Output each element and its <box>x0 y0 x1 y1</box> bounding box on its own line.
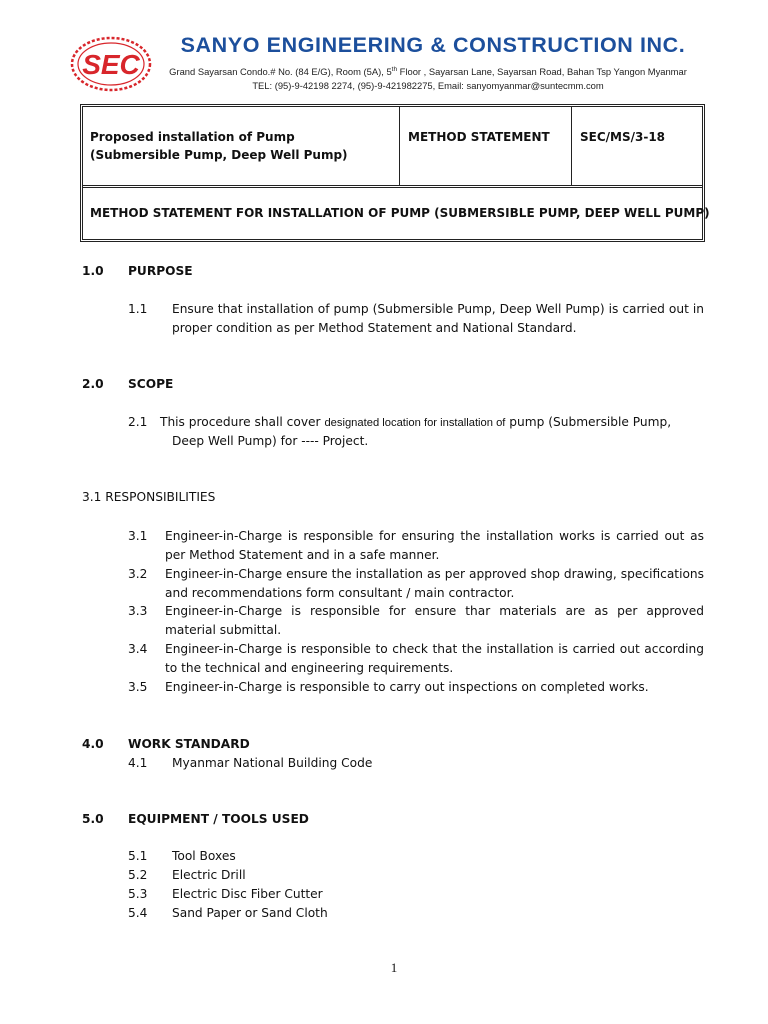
document-info-table <box>80 104 710 242</box>
logo-text: SEC <box>82 49 140 80</box>
item-number: 5.2 <box>128 868 148 882</box>
table-divider <box>571 107 572 185</box>
doc-type-cell: METHOD STATEMENT <box>408 130 550 144</box>
section-heading-work-standard: WORK STANDARD <box>128 737 250 751</box>
item-number: 2.1 <box>128 415 148 429</box>
section-heading-equipment: EQUIPMENT / TOOLS USED <box>128 812 309 826</box>
responsibility-item: Engineer-in-Charge is responsible to check that the installation is carried out according to the technical and engineering requirements. <box>165 642 704 675</box>
company-address <box>158 66 698 77</box>
doc-number-cell: SEC/MS/3-18 <box>580 130 666 144</box>
heading-text: 3.1 RESPONSIBILITIES <box>82 490 216 504</box>
section-heading-scope: SCOPE <box>128 377 174 391</box>
company-name: SANYO ENGINEERING & CONSTRUCTION INC. <box>180 33 686 57</box>
page-number: 1 <box>390 960 398 975</box>
doc-title-cell: METHOD STATEMENT FOR INSTALLATION OF PUMP (SUBMERSIBLE PUMP, DEEP WELL PUMP) <box>90 206 710 220</box>
item-number: 3.1 <box>128 529 148 543</box>
equipment-item: Sand Paper or Sand Cloth <box>172 906 328 920</box>
item-number: 5.3 <box>128 887 148 901</box>
section-number: 4.0 <box>82 737 104 751</box>
item-number: 5.4 <box>128 906 148 920</box>
equipment-item: Electric Drill <box>172 868 246 882</box>
section-number: 5.0 <box>82 812 104 826</box>
responsibility-item: Engineer-in-Charge ensure the installation as per approved shop drawing, specifications and recommendations form consultant / main contractor. <box>165 567 704 600</box>
scope-text-part: designated location for installation of <box>324 417 506 429</box>
scope-item-line2: Deep Well Pump) for ---- Project. <box>172 434 369 448</box>
section-number: 1.0 <box>82 264 104 278</box>
address-sup: th <box>391 66 398 73</box>
table-divider <box>399 107 400 185</box>
responsibility-item: Engineer-in-Charge is responsible to carry out inspections on completed works. <box>165 680 649 694</box>
item-number: 3.2 <box>128 567 148 581</box>
subject-cell: Proposed installation of Pump (Submersible Pump, Deep Well Pump) <box>90 130 348 162</box>
table-divider <box>83 185 702 188</box>
address-part: Grand Sayarsan Condo.# No. (84 E/G), Room (5A), 5 <box>169 66 392 78</box>
section-number: 2.0 <box>82 377 104 391</box>
sec-logo-icon <box>70 36 152 92</box>
scope-item-text <box>160 413 671 433</box>
equipment-item: Electric Disc Fiber Cutter <box>172 887 323 901</box>
equipment-item: Tool Boxes <box>172 849 236 863</box>
work-standard-item: Myanmar National Building Code <box>172 756 373 770</box>
company-contact: TEL: (95)-9-42198 2274, (95)-9-421982275, Email: sanyomyanmar@suntecmm.com <box>252 80 604 91</box>
section-heading-responsibilities <box>82 488 215 507</box>
item-number: 3.5 <box>128 680 148 694</box>
responsibility-item: Engineer-in-Charge is responsible for ensure thar materials are as per approved material submittal. <box>165 604 704 637</box>
item-number: 5.1 <box>128 849 148 863</box>
responsibility-item: Engineer-in-Charge is responsible for ensuring the installation works is carried out as per Method Statement and in a safe manner. <box>165 529 704 562</box>
item-number: 3.4 <box>128 642 148 656</box>
section-heading-purpose: PURPOSE <box>128 264 193 278</box>
item-number: 3.3 <box>128 604 148 618</box>
item-number: 4.1 <box>128 756 148 770</box>
scope-text-part: This procedure shall cover <box>160 415 325 429</box>
item-number: 1.1 <box>128 302 148 316</box>
address-part: Floor , Sayarsan Lane, Sayarsan Road, Bahan Tsp Yangon Myanmar <box>397 66 687 78</box>
purpose-item-text: Ensure that installation of pump (Submersible Pump, Deep Well Pump) is carried out in proper condition as per Method Statement and National Standard. <box>172 302 704 335</box>
scope-text-part: pump (Submersible Pump, <box>505 415 672 429</box>
